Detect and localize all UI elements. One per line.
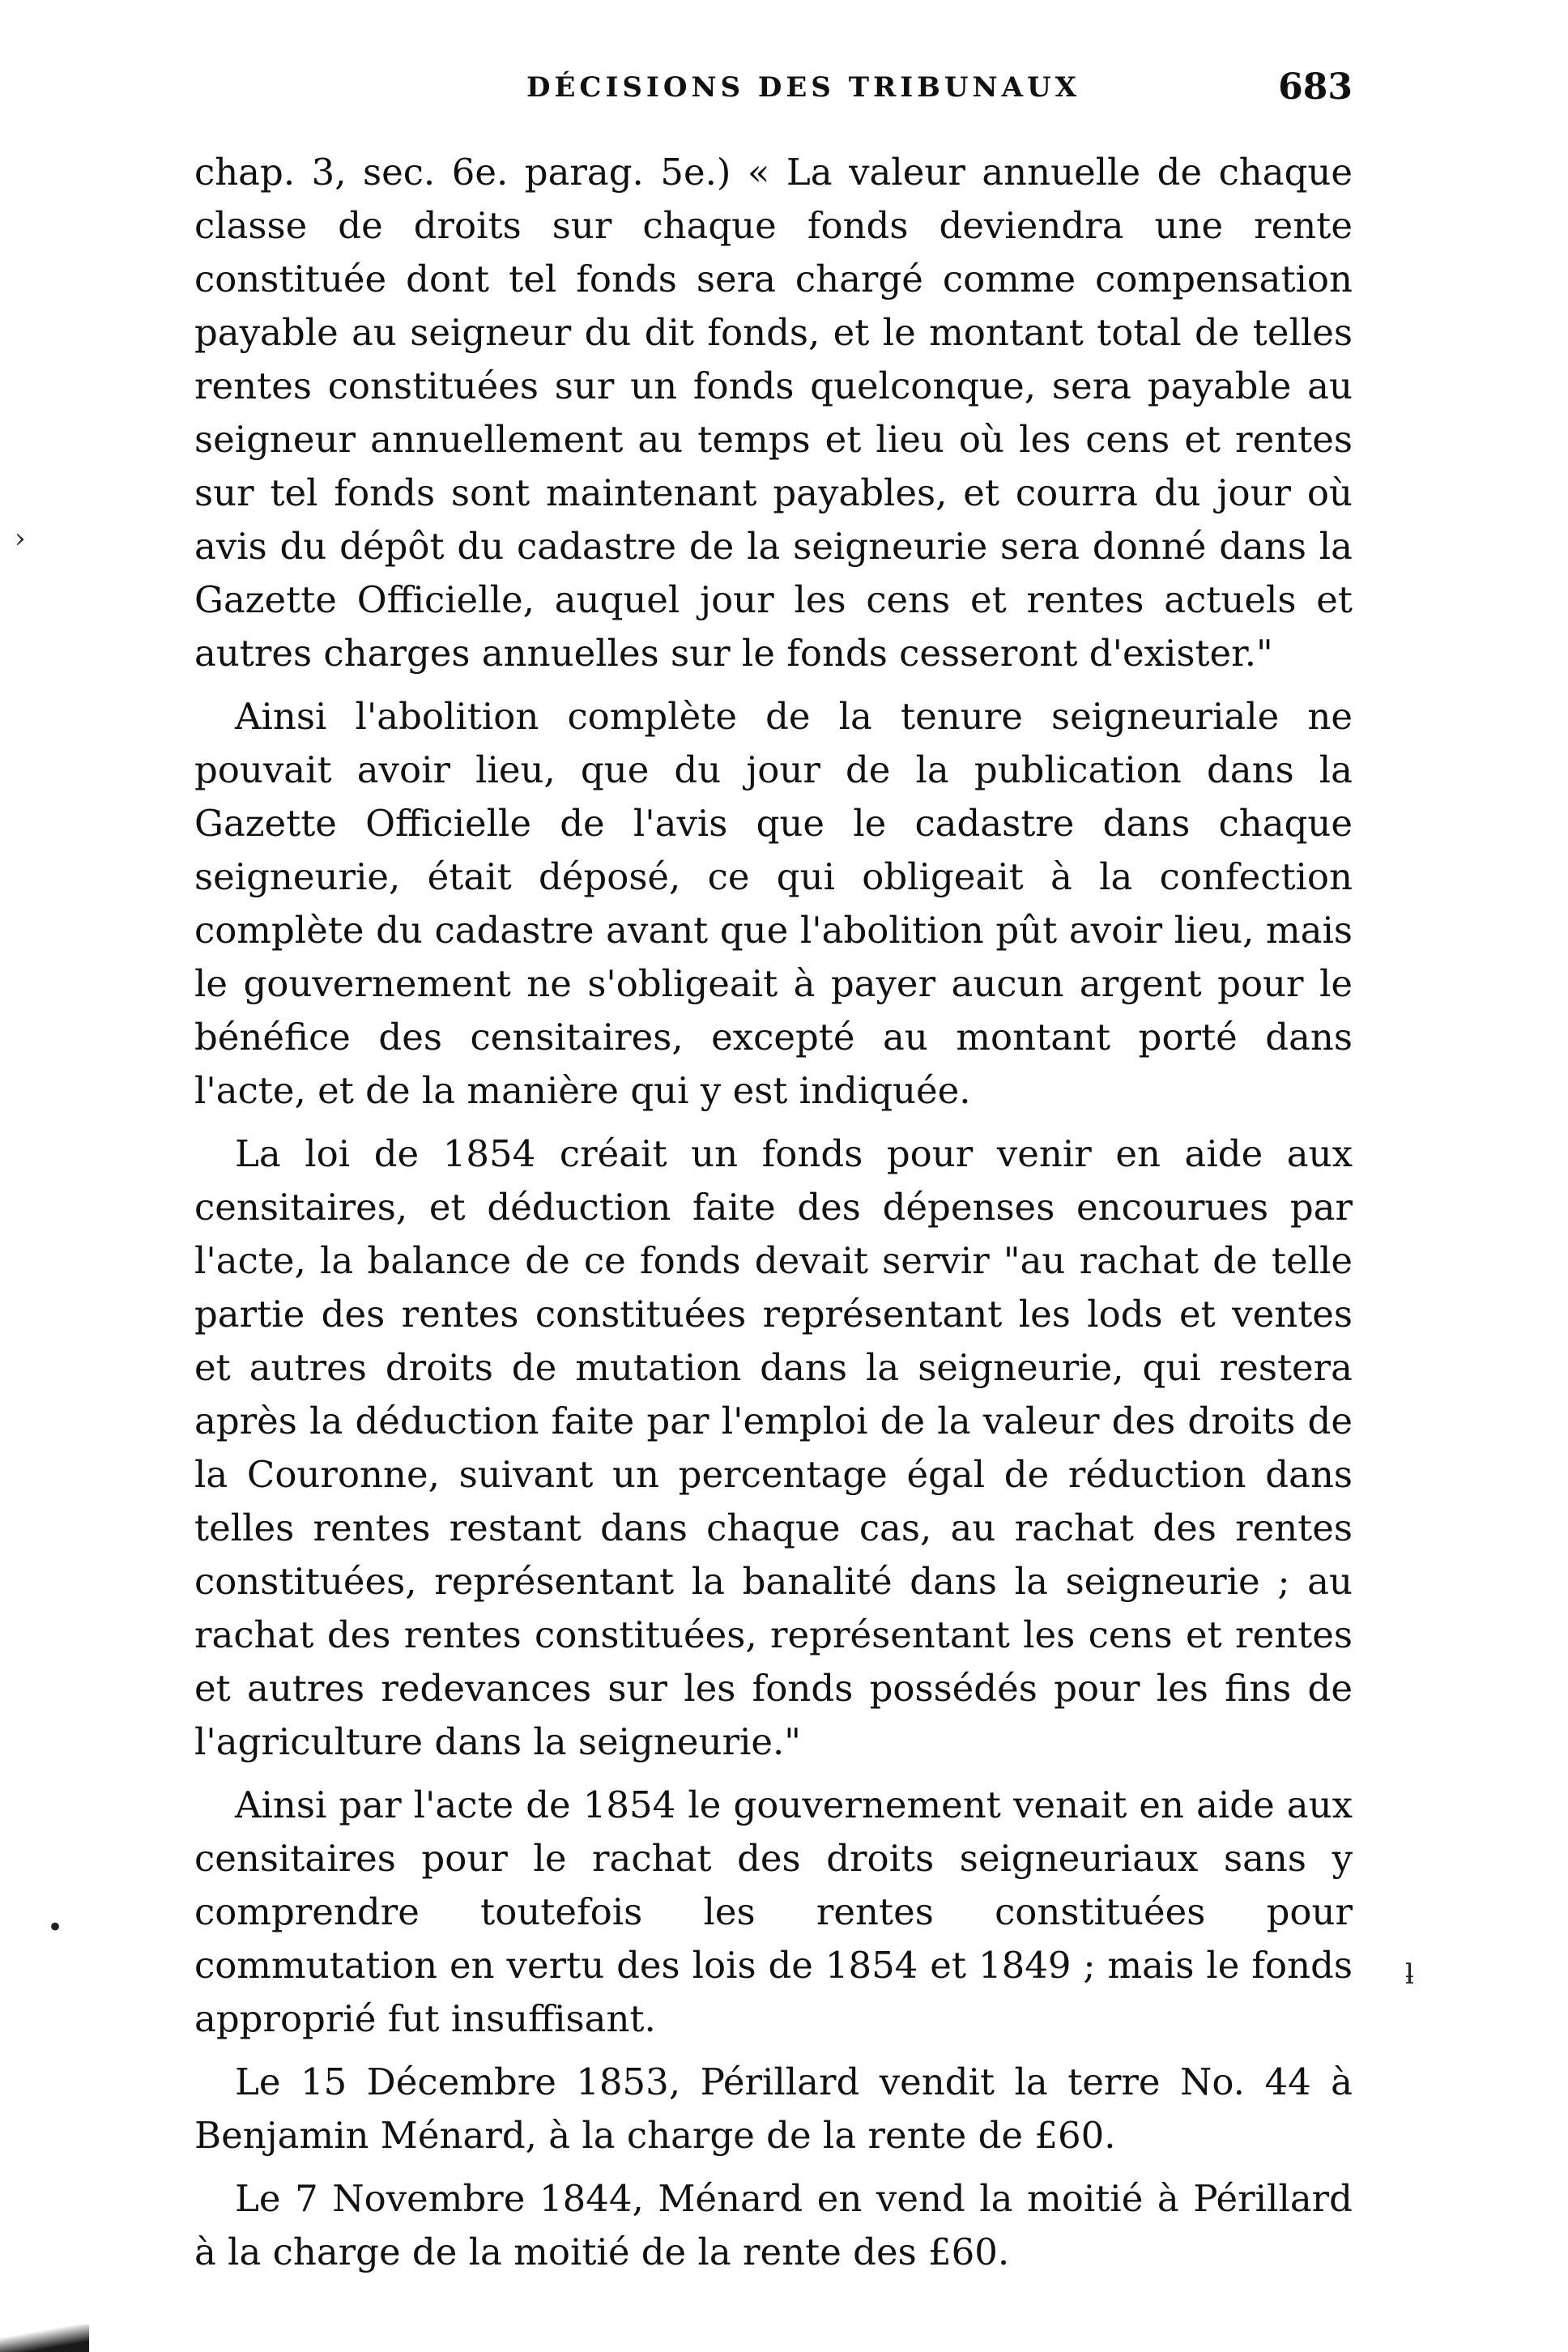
paragraph-vente-1844: Le 7 Novembre 1844, Ménard en vend la moitié à Périllard à la charge de la moitié de la rente des £60. (194, 2177, 1353, 2273)
paragraph-continued-quote: chap. 3, sec. 6e. parag. 5e.) « La valeur annuelle de chaque classe de droits sur chaque fonds deviendra une rente constituée dont tel fonds sera chargé comme compensation payable au seigneur du dit fonds, et le montant total de telles rentes constituées sur un fonds quelconque, sera payable au seigneur annuellement au temps et lieu où les cens et rentes sur tel fonds sont maintenant payables, et courra du jour où avis du dépôt du cadastre de la seigneurie sera donné dans la Gazette Officielle, auquel jour les cens et rentes actuels et autres charges annuelles sur le fonds cesseront d'exister." (194, 151, 1353, 675)
margin-mark-left-upper: › (15, 522, 26, 555)
page-edge-shadow (0, 2324, 89, 2352)
running-head (186, 66, 1369, 120)
paragraph-loi-1854: La loi de 1854 créait un fonds pour venir en aide aux censitaires, et déduction faite des dépenses encourues par l'acte, la balance de ce fonds devait servir "au rachat de telle partie des rentes constituées représentant les lods et ventes et autres droits de mutation dans la seigneurie, qui restera après la déduction faite par l'emploi de la valeur des droits de la Couronne, suivant un percentage égal de réduction dans telles rentes restant dans chaque cas, au rachat des rentes constituées, représentant la banalité dans la seigneurie ; au rachat des rentes constituées, représentant les cens et rentes et autres redevances sur les fonds possédés pour les fins de l'agriculture dans la seigneurie." (194, 1132, 1353, 1763)
margin-mark-right-lower: ƚ (1405, 1958, 1414, 1991)
paragraph-vente-1853: Le 15 Décembre 1853, Périllard vendit la terre No. 44 à Benjamin Ménard, à la charge de la rente de £60. (194, 2060, 1353, 2157)
page-number: 683 (1278, 66, 1353, 108)
margin-mark-left-lower: • (47, 1911, 64, 1944)
paragraph-acte-1854: Ainsi par l'acte de 1854 le gouvernement venait en aide aux censitaires pour le rachat des droits seigneuriaux sans y comprendre toutefois les rentes constituées pour commutation en vertu des lois de 1854 et 1849 ; mais le fonds approprié fut insuffisant. (194, 1783, 1353, 2040)
running-title: DÉCISIONS DES TRIBUNAUX (526, 71, 1081, 104)
body-text (194, 146, 1353, 2289)
paragraph-abolition: Ainsi l'abolition complète de la tenure seigneuriale ne pouvait avoir lieu, que du jour de la publication dans la Gazette Officielle de l'avis que le cadastre dans chaque seigneurie, était déposé, ce qui obligeait à la confection complète du cadastre avant que l'abolition pût avoir lieu, mais le gouvernement ne s'obligeait à payer aucun argent pour le bénéfice des censitaires, excepté au montant porté dans l'acte, et de la manière qui y est indiquée. (194, 695, 1353, 1112)
